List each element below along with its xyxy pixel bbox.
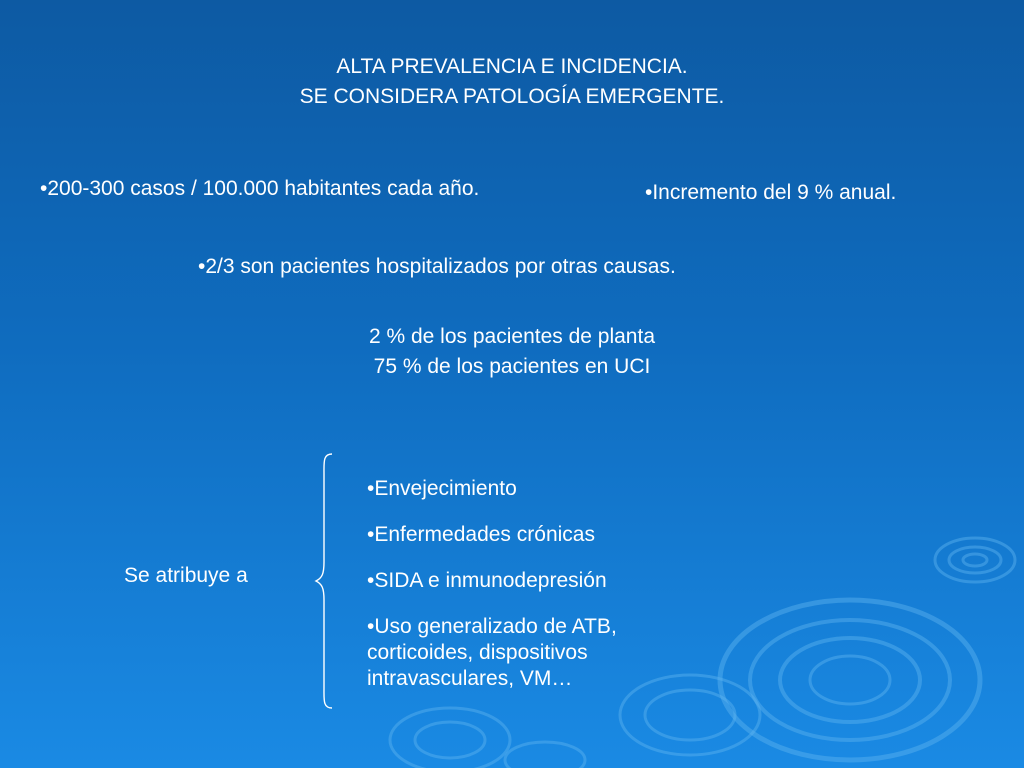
slide-title xyxy=(0,52,1024,112)
attribution-label: Se atribuye a xyxy=(124,564,248,587)
cause-item: •Enfermedades crónicas xyxy=(367,523,595,546)
title-line-1: ALTA PREVALENCIA E INCIDENCIA. xyxy=(336,55,688,78)
causes-list xyxy=(367,476,697,712)
stat-increase: •Incremento del 9 % anual. xyxy=(645,181,897,204)
stat-hospitalized: •2/3 son pacientes hospitalizados por otras causas. xyxy=(198,255,676,278)
pct-ward: 2 % de los pacientes de planta xyxy=(368,325,656,348)
cause-item: •Uso generalizado de ATB, corticoides, dispositivos intravasculares, VM… xyxy=(367,615,617,690)
cause-item: •Envejecimiento xyxy=(367,477,517,500)
stat-cases: •200-300 casos / 100.000 habitantes cada año. xyxy=(40,177,480,200)
percentages-block xyxy=(0,322,1024,382)
cause-item: •SIDA e inmunodepresión xyxy=(367,569,607,592)
pct-icu: 75 % de los pacientes en UCI xyxy=(373,355,651,378)
title-line-2: SE CONSIDERA PATOLOGÍA EMERGENTE. xyxy=(299,85,725,108)
curly-brace-icon xyxy=(312,450,336,712)
